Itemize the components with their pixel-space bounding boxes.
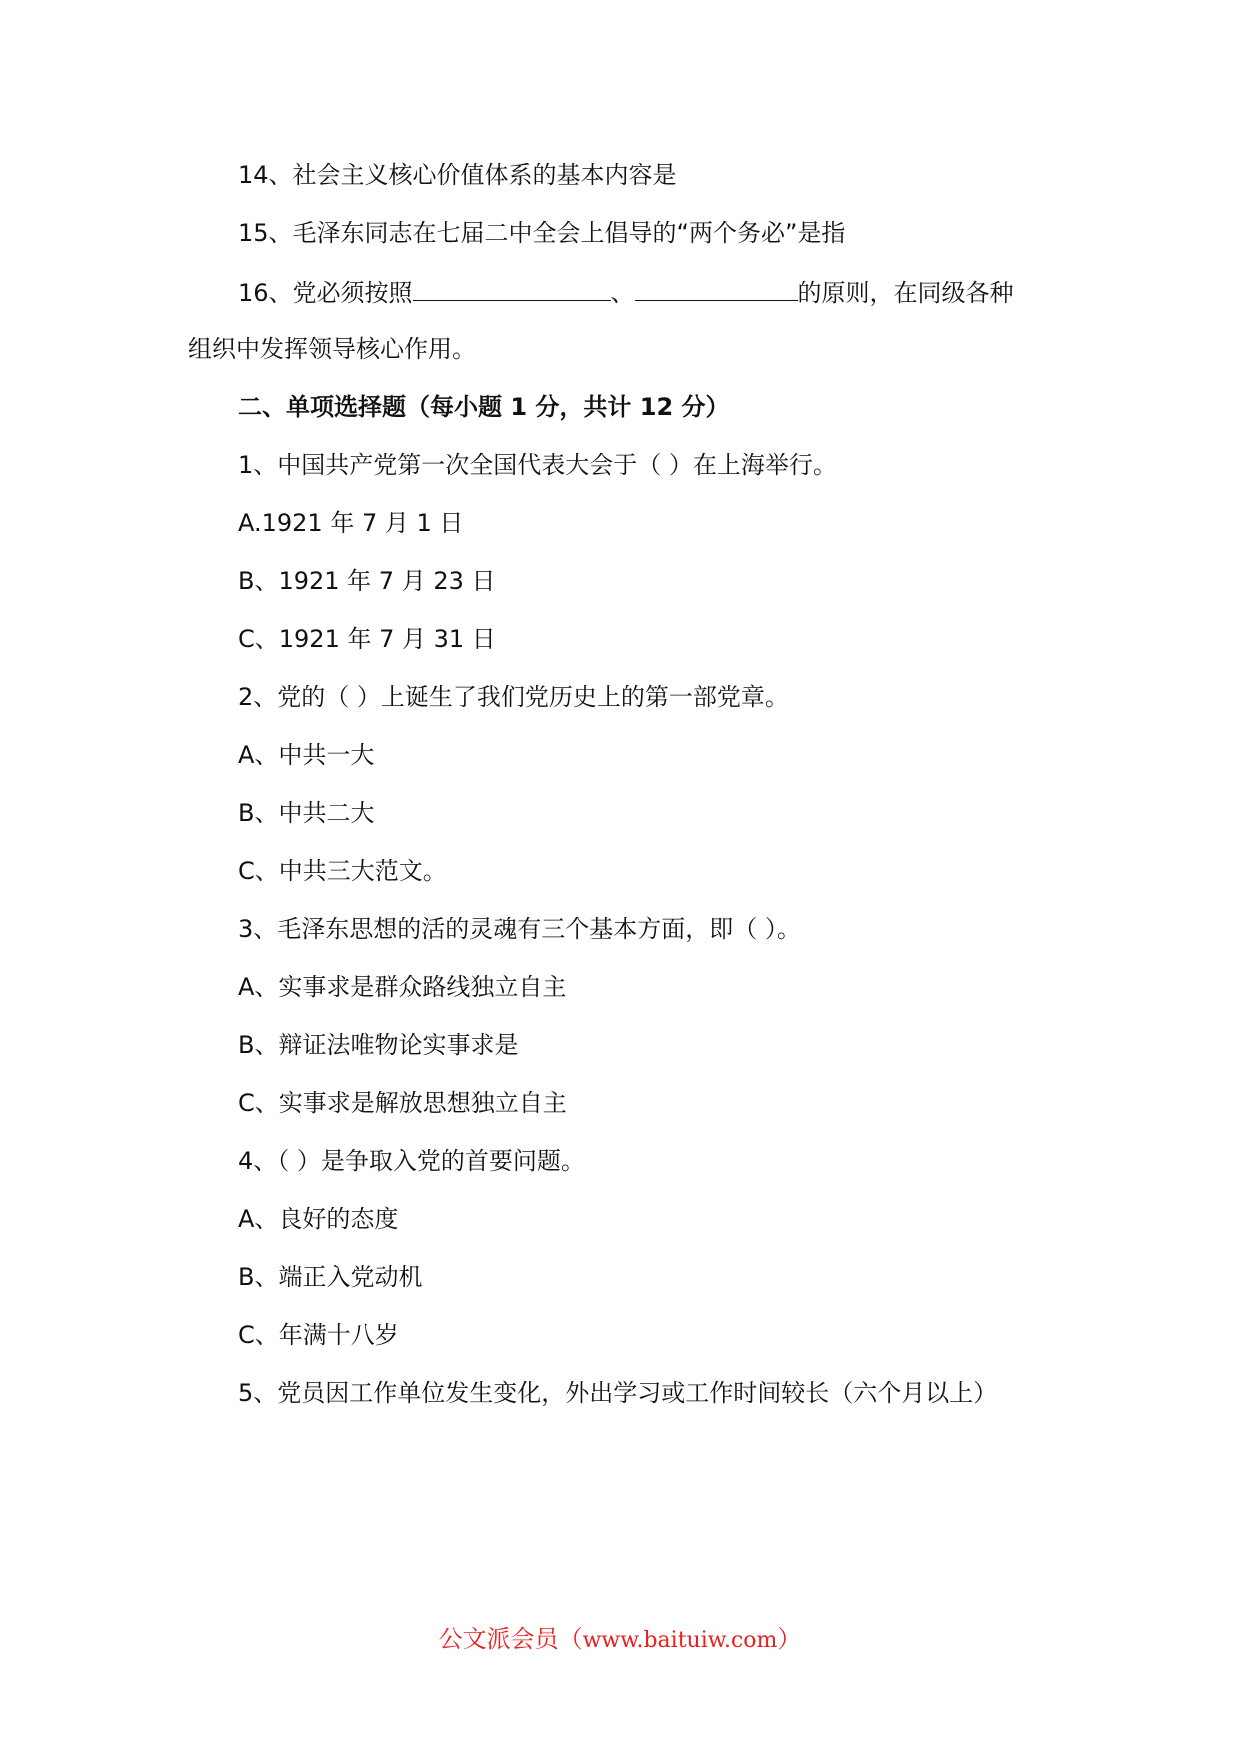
question-3-option-b: B、辩证法唯物论实事求是	[238, 1031, 519, 1059]
question-16	[238, 274, 1014, 310]
question-1-option-a: A.1921 年 7 月 1 日	[238, 509, 464, 537]
question-4-option-a: A、良好的态度	[238, 1205, 399, 1233]
question-1-stem: 1、中国共产党第一次全国代表大会于（ ）在上海举行。	[238, 451, 837, 479]
question-2-option-c: C、中共三大范文。	[238, 857, 447, 885]
question-16-continuation: 组织中发挥领导核心作用。	[188, 335, 476, 363]
footer-suffix: ）	[777, 1625, 802, 1653]
section-2-heading: 二、单项选择题（每小题 1 分，共计 12 分）	[238, 393, 730, 421]
footer-url-link[interactable]: www.baituiw.com	[582, 1628, 778, 1653]
question-4-stem: 4、（ ）是争取入党的首要问题。	[238, 1147, 585, 1175]
answer-blank-1[interactable]	[413, 274, 611, 301]
question-16-separator: 、	[610, 279, 635, 307]
question-14: 14、社会主义核心价值体系的基本内容是	[238, 161, 677, 189]
question-16-text-b: 的原则，在同级各种	[797, 279, 1014, 307]
question-15: 15、毛泽东同志在七届二中全会上倡导的“两个务必”是指	[238, 219, 846, 247]
question-3-option-a: A、实事求是群众路线独立自主	[238, 973, 567, 1001]
question-2-option-a: A、中共一大	[238, 741, 375, 769]
question-4-option-c: C、年满十八岁	[238, 1321, 399, 1349]
footer-prefix: 公文派会员（	[438, 1625, 583, 1653]
question-1-option-b: B、1921 年 7 月 23 日	[238, 567, 496, 595]
question-4-option-b: B、端正入党动机	[238, 1263, 423, 1291]
footer-watermark[interactable]	[0, 1622, 1240, 1658]
question-16-text-a: 16、党必须按照	[238, 279, 413, 307]
question-2-stem: 2、党的（ ）上诞生了我们党历史上的第一部党章。	[238, 683, 789, 711]
question-5-stem: 5、党员因工作单位发生变化，外出学习或工作时间较长（六个月以上）	[238, 1379, 998, 1407]
question-1-option-c: C、1921 年 7 月 31 日	[238, 625, 496, 653]
question-3-option-c: C、实事求是解放思想独立自主	[238, 1089, 567, 1117]
question-3-stem: 3、毛泽东思想的活的灵魂有三个基本方面，即（ ）。	[238, 915, 801, 943]
answer-blank-2[interactable]	[635, 274, 798, 301]
question-2-option-b: B、中共二大	[238, 799, 375, 827]
